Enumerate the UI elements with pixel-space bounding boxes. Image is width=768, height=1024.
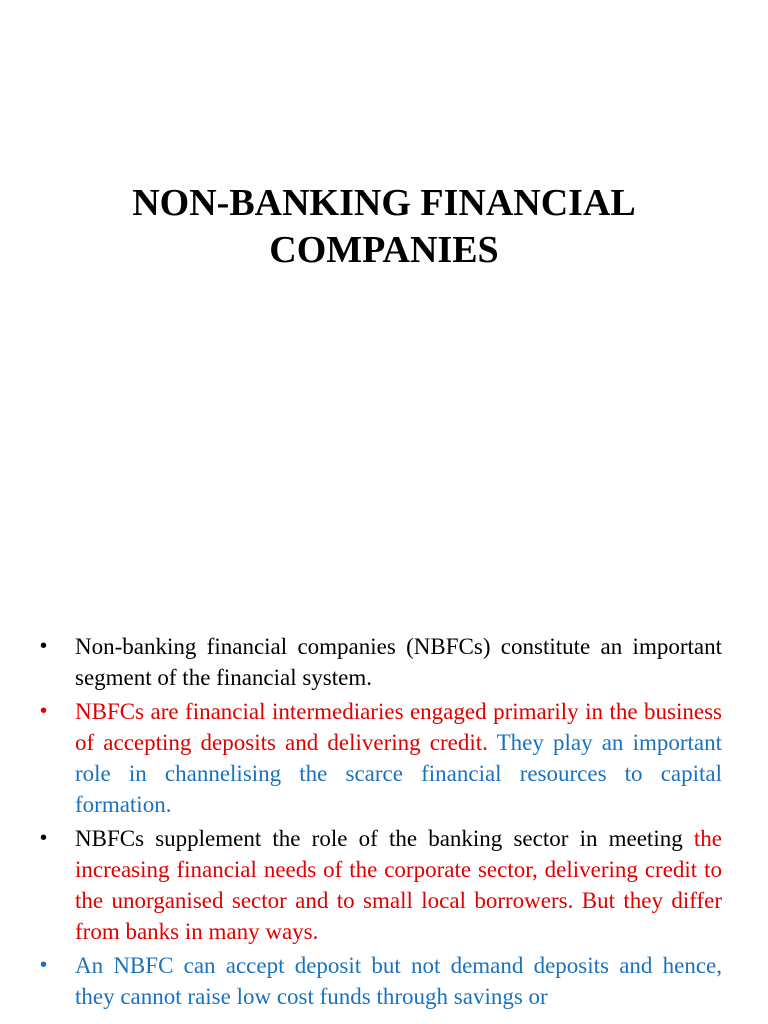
bullet-text-emphasis: They play an important role in channelising the scarce financial resources to capital formation. [75, 730, 722, 817]
bullet-marker: • [40, 700, 48, 722]
bullet-text-highlight: NBFCs are financial intermediaries engaged primarily in the business of accepting deposits and delivering credit. [75, 699, 722, 755]
bullet-marker: • [40, 635, 48, 657]
slide-title [0, 180, 768, 274]
bullet-item-1 [40, 631, 722, 693]
slide-title-line-2: COMPANIES [269, 229, 499, 271]
bullet-list [40, 631, 722, 1015]
bullet-text: Non-banking financial companies (NBFCs) constitute an important segment of the financial system. [75, 634, 722, 690]
bullet-marker: • [40, 827, 48, 849]
bullet-item-3 [40, 823, 722, 947]
bullet-item-4 [40, 950, 722, 1012]
bullet-text-emphasis: An NBFC can accept deposit but not demand deposits and hence, they cannot raise low cost funds through savings or [75, 953, 722, 1009]
bullet-text: NBFCs supplement the role of the banking sector in meeting [75, 826, 683, 851]
slide-title-line-1: NON-BANKING FINANCIAL [132, 182, 636, 224]
bullet-marker: • [40, 954, 48, 976]
bullet-text-highlight: the increasing financial needs of the corporate sector, delivering credit to the unorganised sector and to small local borrowers. But they differ from banks in many ways. [75, 826, 722, 944]
bullet-item-2 [40, 696, 722, 820]
